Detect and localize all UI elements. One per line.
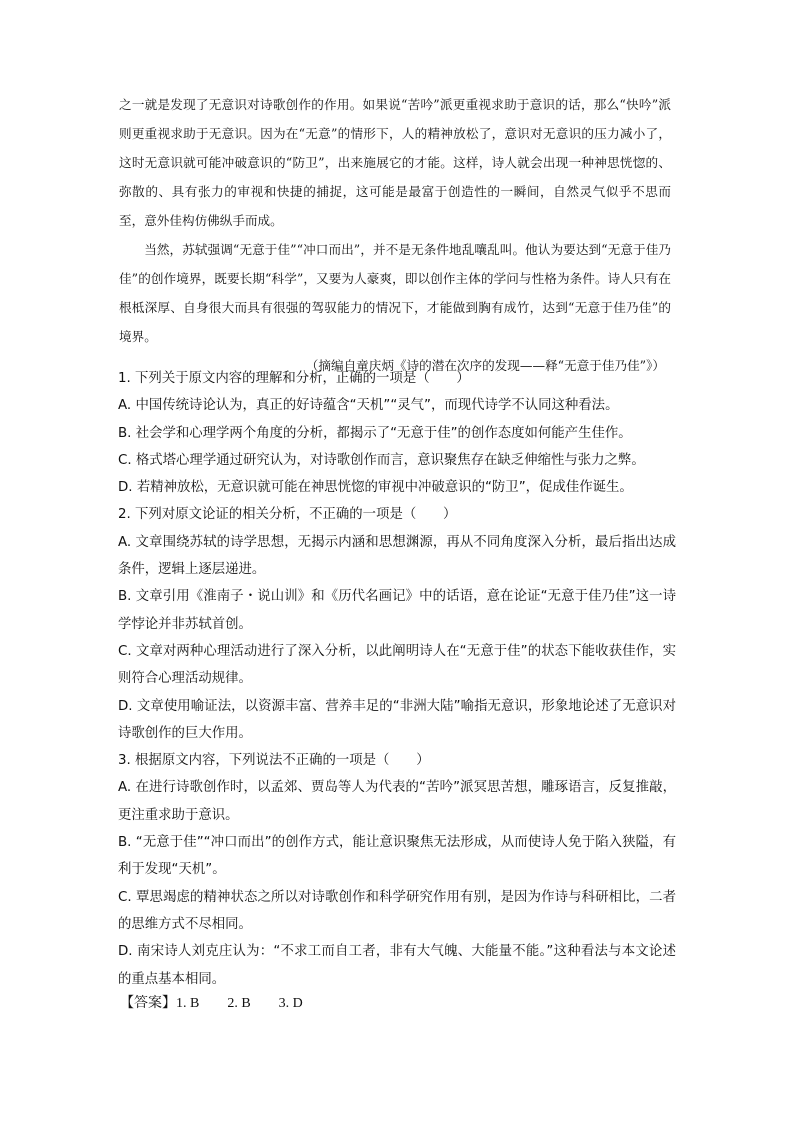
option-c: C. 覃思竭虑的精神状态之所以对诗歌创作和科学研究作用有别，是因为作诗与科研相比，二者的思维方式不尽相同。 bbox=[118, 889, 676, 932]
option-a: A. 文章围绕苏轼的诗学思想，无揭示内涵和思想渊源，再从不同角度深入分析，最后指出达成条件，逻辑上逐层递进。 bbox=[118, 534, 676, 578]
option-b: B. “无意于佳”“冲口而出”的创作方式，能让意识聚焦无法形成，从而使诗人免于陷入狭隘，有利于发现“天机”。 bbox=[118, 835, 676, 878]
option-c: C. 文章对两种心理活动进行了深入分析，以此阐明诗人在“无意于佳”的状态下能收获佳作，实则符合心理活动规律。 bbox=[118, 643, 676, 687]
answer-text: 1. B 2. B 3. D bbox=[176, 996, 303, 1011]
option-c: C. 格式塔心理学通过研究认为，对诗歌创作而言，意识聚焦存在缺乏伸缩性与张力之弊。 bbox=[118, 452, 645, 468]
option-d: D. 若精神放松，无意识就可能在神思恍惚的审视中冲破意识的“防卫”，促成佳作诞生。 bbox=[118, 480, 633, 496]
passage-paragraph-1: 之一就是发现了无意识对诗歌创作的作用。如果说“苦吟”派更重视求助于意识的话，那么“快吟”派则更重视求助于无意识。因为在“无意”的情形下，人的精神放松了，意识对无意识的压力减小了，这时无意识就可能冲破意识的“防卫”，出来施展它的才能。这样，诗人就会出现一种神思恍惚的、弥散的、具有张力的审视和快捷的捕捉，这可能是最富于创造性的一瞬间，自然灵气似乎不思而至，意外佳构仿佛纵手而成。 bbox=[119, 97, 671, 228]
passage-source: （摘编自童庆炳《诗的潜在次序的发现——释“无意于佳乃佳”》） bbox=[305, 358, 665, 373]
option-a: A. 在进行诗歌创作时，以孟郊、贾岛等人为代表的“苦吟”派冥思苦想，雕琢语言，反复推敲，更注重求助于意识。 bbox=[118, 780, 676, 823]
questions bbox=[118, 365, 676, 993]
option-d: D. 南宋诗人刘克庄认为：“不求工而自工者，非有大气魄、大能量不能。”这种看法与本文论述的重点基本相同。 bbox=[118, 944, 676, 987]
option-b: B. 文章引用《淮南子・说山训》和《历代名画记》中的话语，意在论证“无意于佳乃佳”这一诗学悖论并非苏轼首创。 bbox=[118, 589, 676, 632]
question-stem: 1. 下列关于原文内容的理解和分析，正确的一项是（ ） bbox=[118, 371, 470, 386]
question-1 bbox=[118, 365, 676, 501]
passage-paragraph-2: 当然，苏轼强调“无意于佳”“冲口而出”，并不是无条件地乱嚷乱叫。他认为要达到“无意于佳乃佳”的创作境界，既要长期“科学”，又要为人豪爽，即以创作主体的学问与性格为条件。诗人只有在根柢深厚、自身很大而具有很强的驾驭能力的情况下，才能做到胸有成竹，达到“无意于佳乃佳”的境界。 bbox=[119, 242, 671, 344]
answer-label: 【答案】 bbox=[120, 996, 176, 1011]
question-stem: 2. 下列对原文论证的相关分析，不正确的一项是（ ） bbox=[118, 507, 457, 523]
option-a: A. 中国传统诗论认为，真正的好诗蕴含“天机”“灵气”，而现代诗学不认同这种看法。 bbox=[118, 398, 619, 414]
question-2 bbox=[118, 501, 676, 747]
question-stem: 3. 根据原文内容，下列说法不正确的一项是（ ） bbox=[118, 753, 430, 769]
question-3 bbox=[118, 747, 676, 993]
answer-line bbox=[120, 990, 303, 1018]
passage bbox=[119, 90, 671, 380]
option-d: D. 文章使用喻证法，以资源丰富、营养丰足的“非洲大陆”喻指无意识，形象地论述了无意识对诗歌创作的巨大作用。 bbox=[118, 698, 676, 741]
option-b: B. 社会学和心理学两个角度的分析，都揭示了“无意于佳”的创作态度如何能产生佳作。 bbox=[118, 425, 632, 441]
